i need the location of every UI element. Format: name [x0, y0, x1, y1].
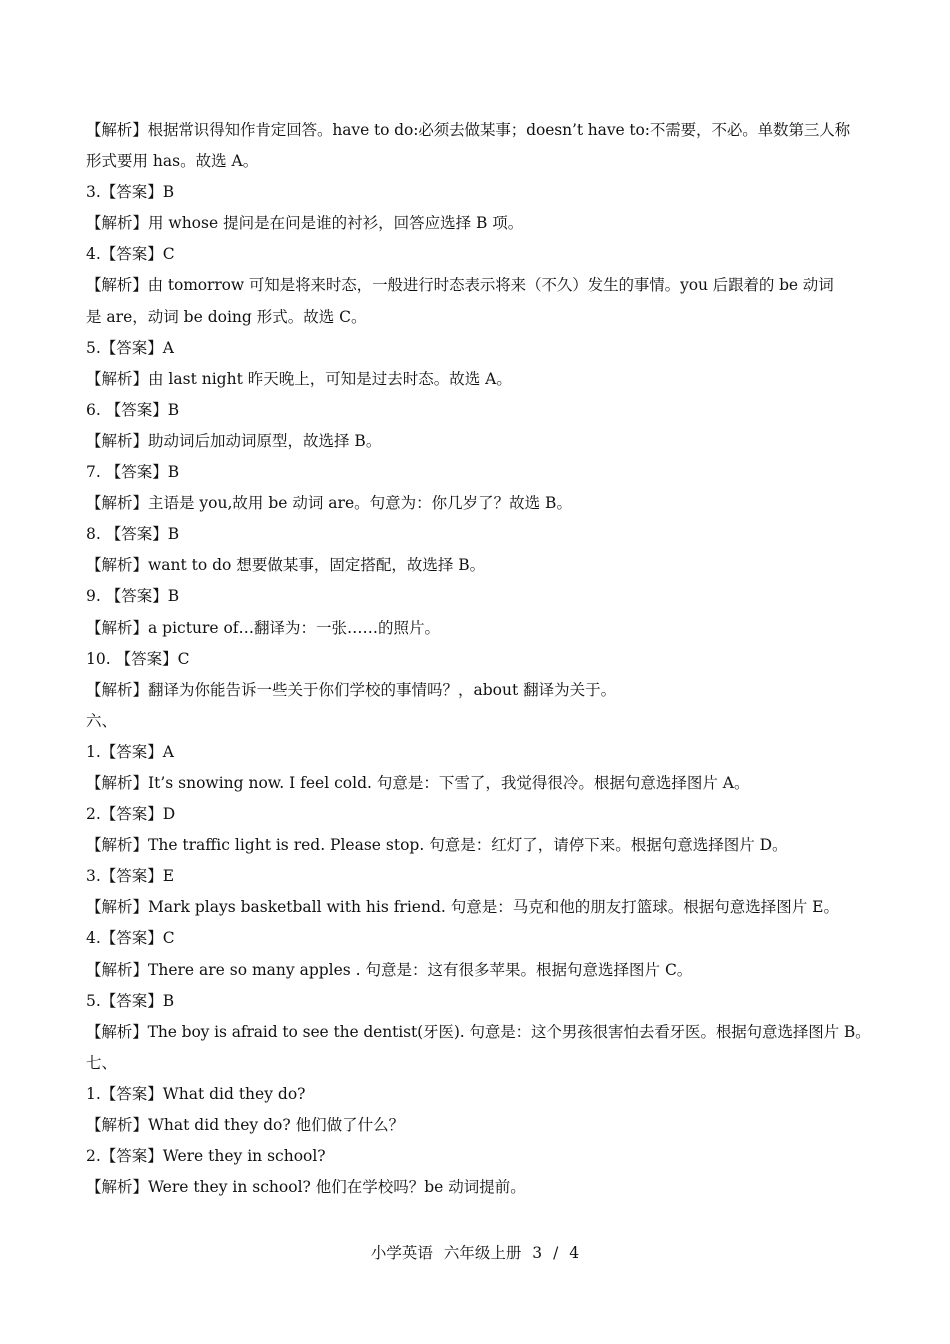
answer-line: 4.【答案】C [86, 929, 175, 948]
answer-line: 7. 【答案】B [86, 463, 180, 482]
answer-line: 3.【答案】E [86, 867, 175, 886]
answer-line: 10. 【答案】C [86, 649, 190, 668]
answer-line: 3.【答案】B [86, 183, 175, 202]
footer-page-number: 3 [532, 1244, 543, 1262]
explanation-line: 【解析】Were they in school? 他们在学校吗？be 动词提前。 [86, 1178, 526, 1197]
explanation-line: 【解析】want to do 想要做某事，固定搭配，故选择 B。 [86, 556, 486, 575]
explanation-line: 【解析】It’s snowing now. I feel cold. 句意是：下雪了，我觉得很冷。根据句意选择图片 A。 [86, 773, 750, 792]
section-heading: 七、 [86, 1053, 118, 1072]
explanation-line: 【解析】翻译为你能告诉一些关于你们学校的事情吗？，about 翻译为关于。 [86, 680, 617, 699]
explanation-line: 【解析】There are so many apples . 句意是：这有很多苹果。根据句意选择图片 C。 [86, 960, 693, 979]
text-line: 【解析】根据常识得知作肯定回答。have to do:必须去做某事；doesn’t have to:不需要，不必。单数第三人称 [86, 121, 851, 139]
answer-line: 6. 【答案】B [86, 400, 180, 419]
answer-line: 1.【答案】What did they do? [86, 1084, 306, 1103]
answer-line: 9. 【答案】B [86, 587, 180, 606]
answer-line: 4.【答案】C [86, 245, 175, 264]
footer-separator: / [553, 1244, 559, 1262]
answer-line: 1.【答案】A [86, 742, 174, 761]
answer-line: 2.【答案】Were they in school? [86, 1147, 326, 1166]
explanation-line: 【解析】The boy is afraid to see the dentist(牙医). 句意是：这个男孩很害怕去看牙医。根据句意选择图片 B。 [86, 1022, 871, 1041]
explanation-line: 【解析】用 whose 提问是在问是谁的衬衫，回答应选择 B 项。 [86, 214, 524, 233]
answer-line: 2.【答案】D [86, 805, 176, 824]
explanation-line: 【解析】主语是 you,故用 be 动词 are。句意为：你几岁了？故选 B。 [86, 494, 572, 513]
explanation-line: 【解析】a picture of…翻译为：一张……的照片。 [86, 618, 441, 637]
explanation-line: 【解析】由 tomorrow 可知是将来时态，一般进行时态表示将来（不久）发生的事情。you 后跟着的 be 动词 [86, 276, 834, 295]
footer-grade: 六年级上册 [443, 1244, 522, 1262]
explanation-line: 【解析】助动词后加动词原型，故选择 B。 [86, 431, 382, 450]
section-heading: 六、 [86, 711, 118, 730]
explanation-line: 【解析】The traffic light is red. Please stop. 句意是：红灯了，请停下来。根据句意选择图片 D。 [86, 836, 788, 855]
footer-page-total: 4 [569, 1244, 580, 1262]
explanation-line: 【解析】由 last night 昨天晚上，可知是过去时态。故选 A。 [86, 369, 512, 388]
explanation-line: 【解析】Mark plays basketball with his friend. 句意是：马克和他的朋友打篮球。根据句意选择图片 E。 [86, 898, 839, 917]
answer-key-body [86, 115, 876, 1203]
text-line: 形式要用 has。故选 A。 [86, 152, 259, 171]
answer-line: 8. 【答案】B [86, 525, 180, 544]
answer-line: 5.【答案】B [86, 991, 175, 1010]
text-line: 是 are，动词 be doing 形式。故选 C。 [86, 307, 367, 326]
answer-line: 5.【答案】A [86, 338, 174, 357]
explanation-line: 【解析】What did they do? 他们做了什么？ [86, 1116, 405, 1134]
footer-subject: 小学英语 [370, 1244, 433, 1262]
page-footer [0, 1241, 950, 1265]
